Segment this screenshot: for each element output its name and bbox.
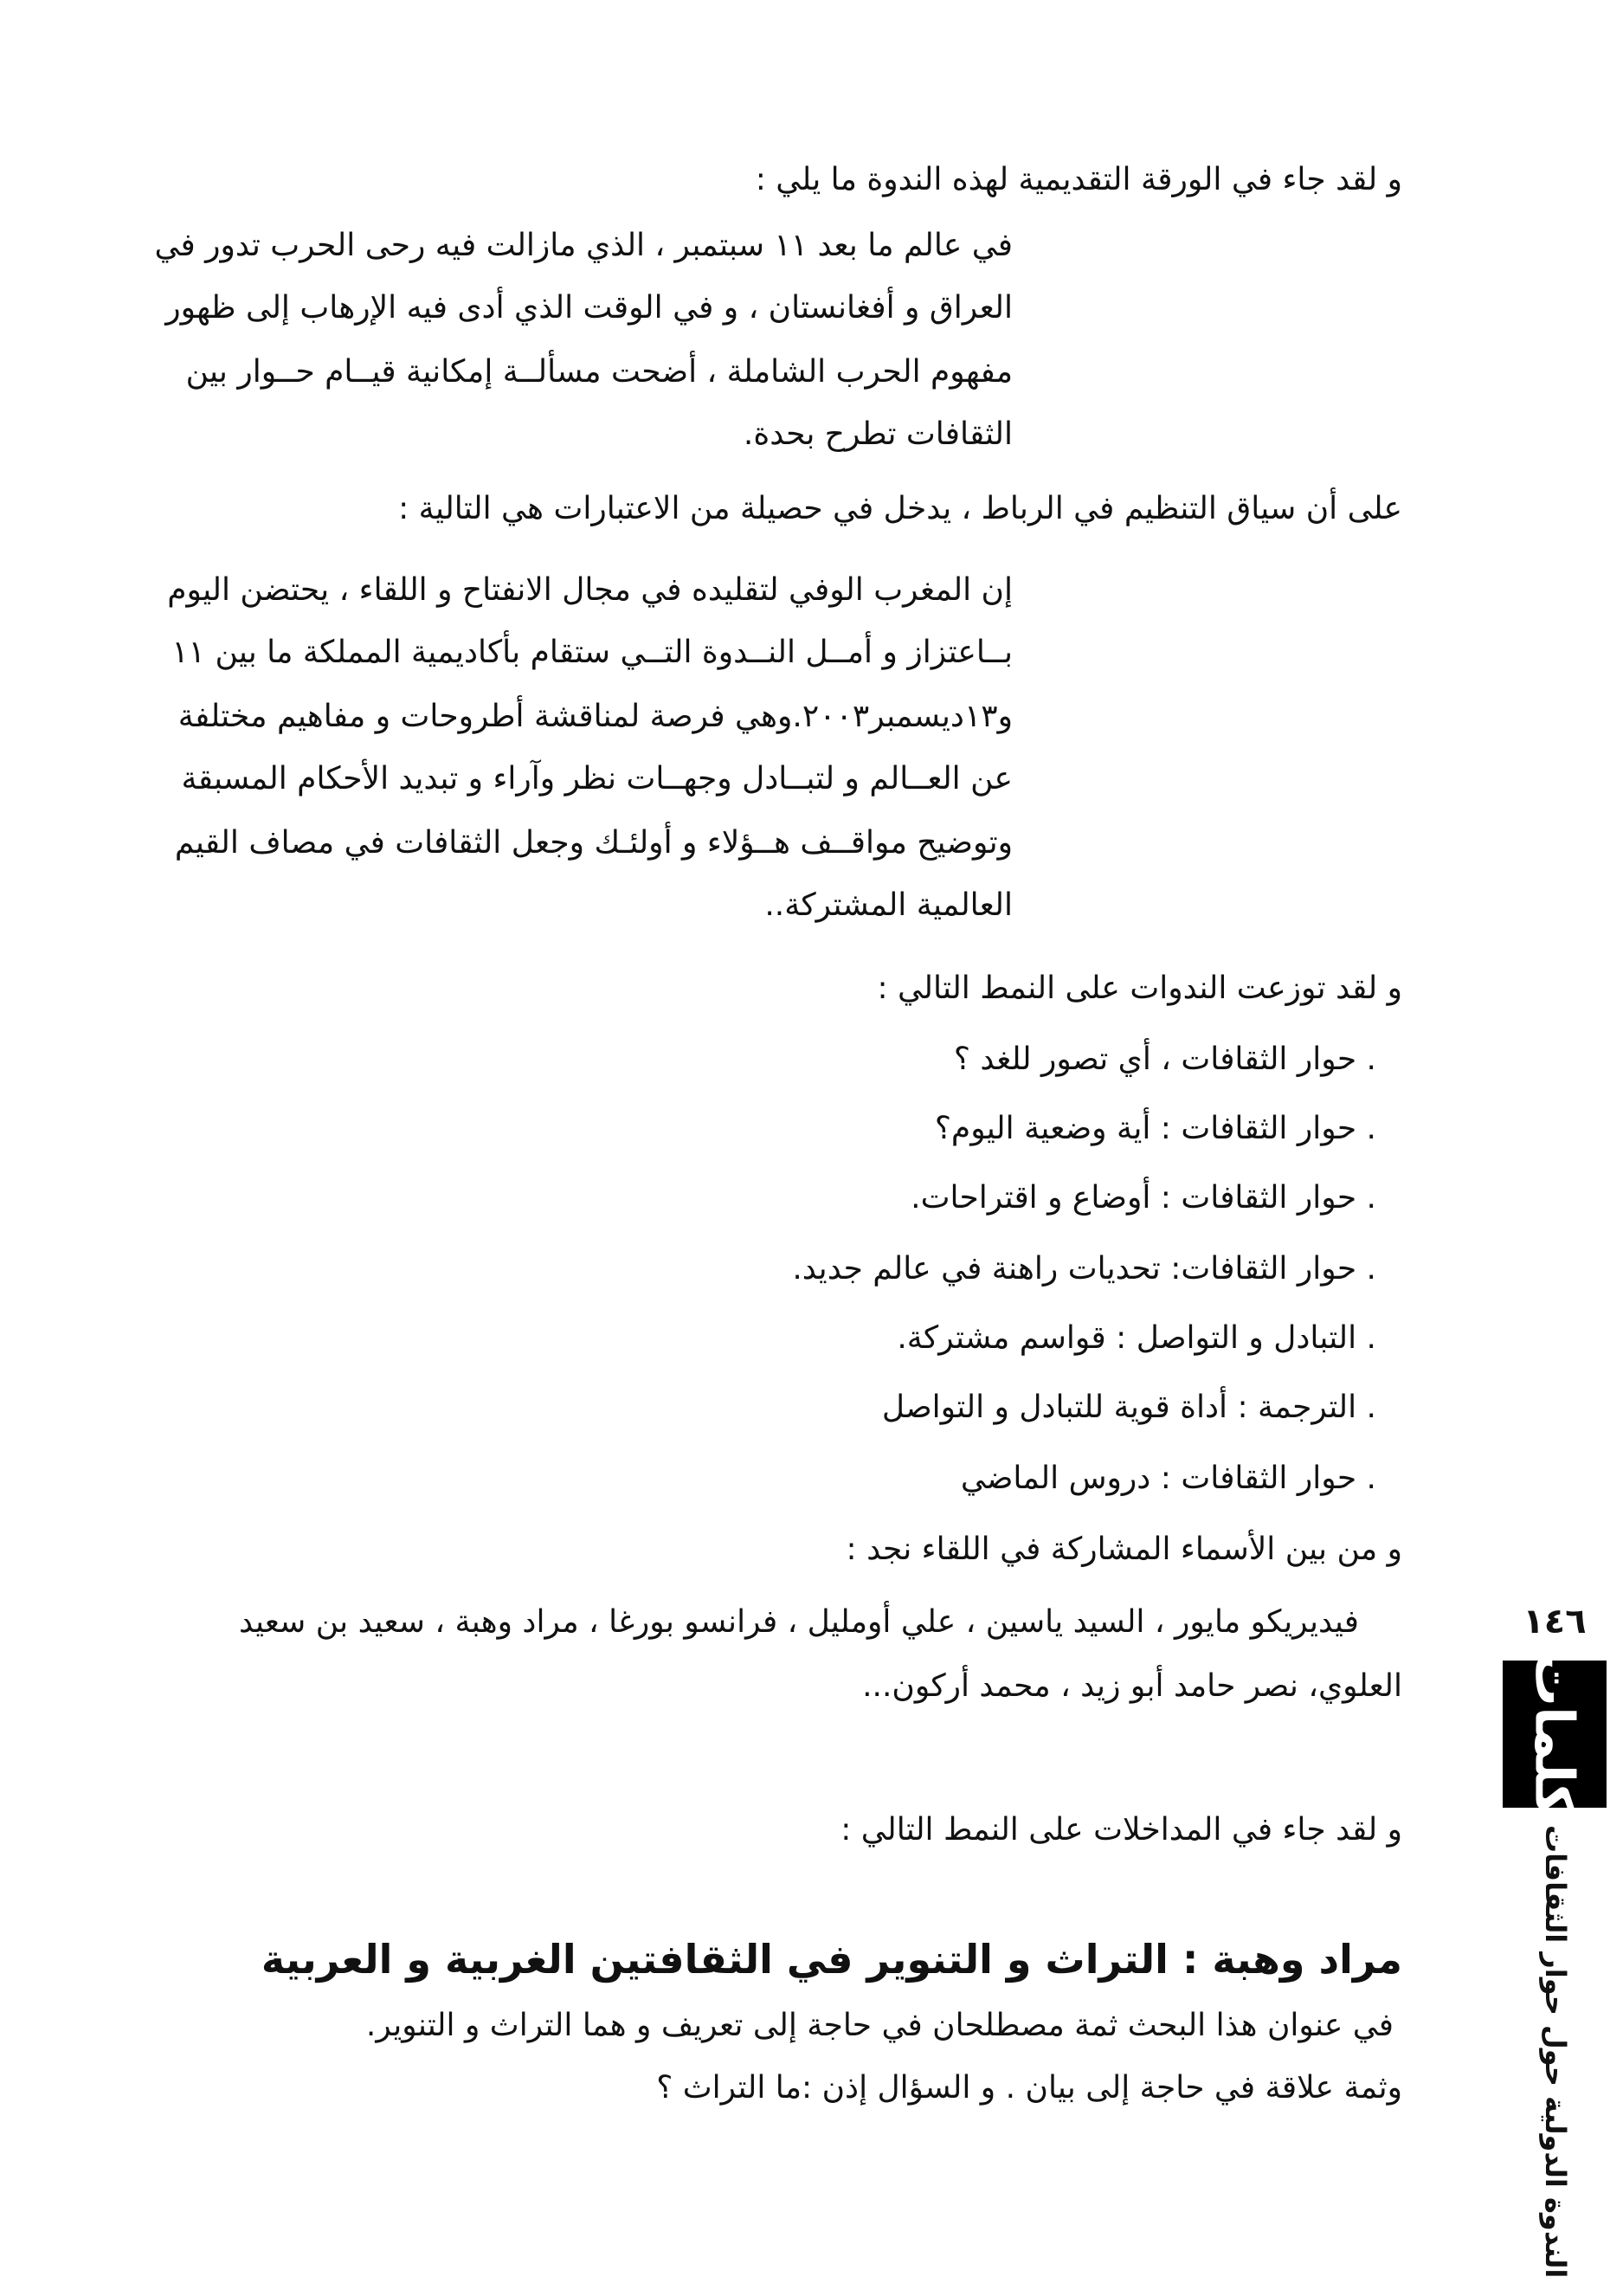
- quote2-line-5: وتوضيح مواقــف هــؤلاء و أولئـك وجعل الثقافات في مصاف القيم: [174, 825, 1013, 861]
- section-body-line-1: في عنوان هذا البحث ثمة مصطلحان في حاجة إلى تعريف و هما التراث و التنوير.: [365, 2008, 1394, 2043]
- names-line-1: فيديريكو مايور ، السيد ياسين ، علي أومليل ، فرانسو بورغا ، مراد وهبة ، سعيد بن سعيد: [239, 1604, 1359, 1640]
- magazine-logo: [1503, 1652, 1607, 1816]
- session-item-4: . حوار الثقافات: تحديات راهنة في عالم جديد.: [792, 1251, 1376, 1287]
- margin-strip: [1499, 1593, 1610, 2296]
- session-item-6: . الترجمة : أداة قوية للتبادل و التواصل: [881, 1390, 1376, 1425]
- sessions-intro: و لقد توزعت الندوات على النمط التالي :: [877, 971, 1402, 1006]
- page-number: ١٤٦: [1523, 1602, 1587, 1641]
- session-item-1: . حوار الثقافات ، أي تصور للغد ؟: [953, 1042, 1376, 1077]
- context-paragraph: على أن سياق التنظيم في الرباط ، يدخل في حصيلة من الاعتبارات هي التالية :: [398, 491, 1402, 526]
- quote2-line-4: عن العــالم و لتبــادل وجهــات نظر وآراء و تبديد الأحكام المسبقة: [181, 761, 1013, 797]
- names-intro: و من بين الأسماء المشاركة في اللقاء نجد :: [846, 1532, 1402, 1567]
- interventions-intro: و لقد جاء في المداخلات على النمط التالي :: [840, 1812, 1402, 1848]
- quote2-line-2: بــاعتزاز و أمــل النــدوة التــي ستقام بأكاديمية المملكة ما بين ١١: [171, 635, 1013, 670]
- session-item-3: . حوار الثقافات : أوضاع و اقتراحات.: [911, 1180, 1376, 1216]
- section-heading: مراد وهبة : التراث و التنوير في الثقافتين الغربية و العربية: [261, 1936, 1402, 1983]
- quote1-line-2: العراق و أفغانستان ، و في الوقت الذي أدى فيه الإرهاب إلى ظهور: [165, 290, 1013, 326]
- quote2-line-6: العالمية المشتركة..: [764, 887, 1013, 923]
- quote2-line-1: إن المغرب الوفي لتقليده في مجال الانفتاح و اللقاء ، يحتضن اليوم: [167, 572, 1013, 608]
- quote1-line-1: في عالم ما بعد ١١ سبتمبر ، الذي مازالت فيه رحى الحرب تدور في: [154, 228, 1013, 263]
- names-line-2: العلوي، نصر حامد أبو زيد ، محمد أركون...: [862, 1668, 1402, 1704]
- session-item-2: . حوار الثقافات : أية وضعية اليوم؟: [934, 1111, 1376, 1146]
- intro-paragraph: و لقد جاء في الورقة التقديمية لهذه الندوة ما يلي :: [755, 162, 1402, 197]
- running-title-text: الندوة الدولية حول حوار الثقافات: [1539, 1825, 1572, 2279]
- quote1-line-4: الثقافات تطرح بحدة.: [743, 416, 1013, 452]
- section-body-line-2: وثمة علاقة في حاجة إلى بيان . و السؤال إذن :ما التراث ؟: [656, 2070, 1402, 2106]
- quote1-line-3: مفهوم الحرب الشاملة ، أضحت مسألــة إمكانية قيــام حــوار بين: [185, 354, 1013, 390]
- session-item-7: . حوار الثقافات : دروس الماضي: [960, 1461, 1376, 1496]
- session-item-5: . التبادل و التواصل : قواسم مشتركة.: [897, 1320, 1376, 1356]
- logo-text: كلمات: [1523, 1652, 1587, 1816]
- quote2-line-3: و١٣ديسمبر٢٠٠٣.وهي فرصة لمناقشة أطروحات و مفاهيم مختلفة: [177, 699, 1013, 734]
